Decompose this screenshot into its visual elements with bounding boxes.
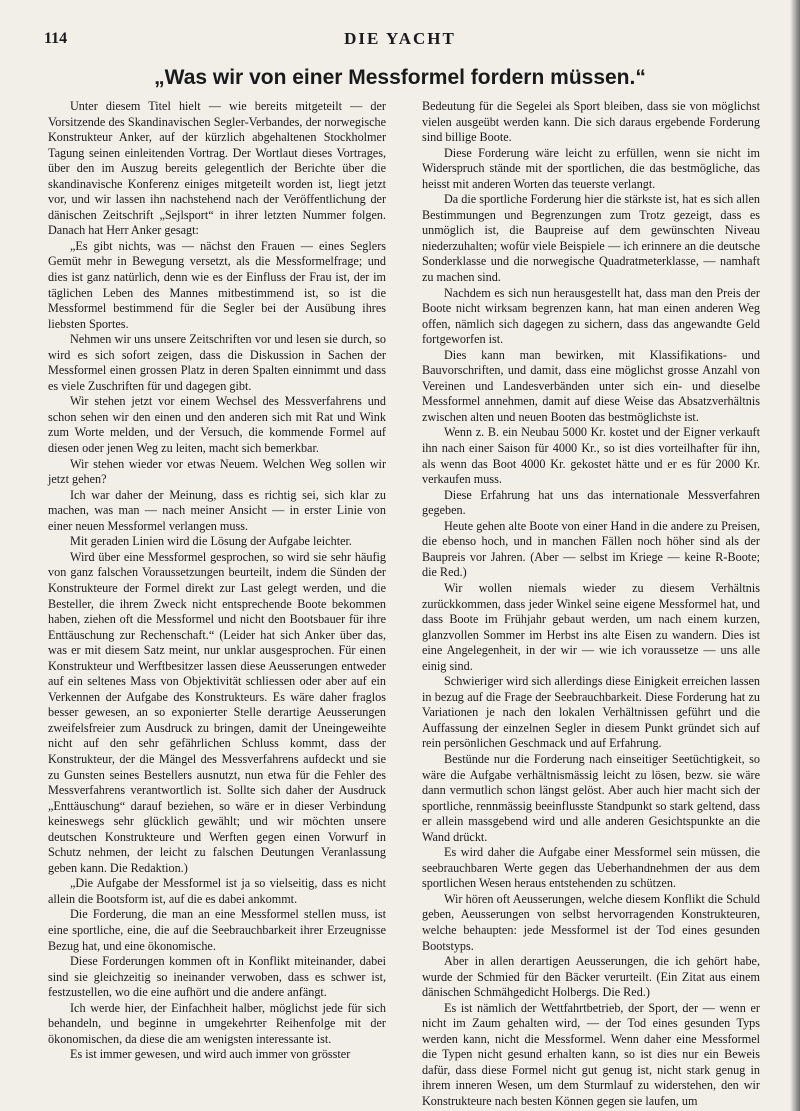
paragraph: Diese Erfahrung hat uns das internationale Messverfahren gegeben. — [422, 487, 760, 518]
paragraph: Die Forderung, die man an eine Messformel stellen muss, ist eine sportliche, eine, die auf die Seebrauchbarkeit ihrer Erzeugnisse Bezug hat, und eine ökonomische. — [48, 907, 386, 953]
paragraph: Nachdem es sich nun herausgestellt hat, dass man den Preis der Boote nicht wirksam begrenzen kann, hat man einen anderen Weg offen, nämlich sich dagegen zu sichern, dass das angewandte Geld fortgeworfen ist. — [422, 285, 760, 347]
paragraph: Wird über eine Messformel gesprochen, so wird sie sehr häufig von ganz falschen Voraussetzungen beurteilt, indem die Sünden der Konstrukteure der Formel direkt zur Last gelegt werden, und die Besteller, die ihrem Zweck nicht entsprechende Boote bekommen haben, ziehen oft die Messformel und nicht den Bootsbauer für ihre Enttäuschung zur Rechenschaft.“ (Leider hat sich Anker über das, was er mit diesem Satz meint, nur unklar ausgesprochen. Für einen Konstrukteur und Werftbesitzer lassen diese Aeusserungen entweder auf ein seltenes Mass von Objektivität schliessen oder aber auf ein Verkennen der Aufgabe des Konstrukteurs. Es wäre daher fraglos besser gewesen, an so exponierter Stelle derartige Aeusserungen zweifelsfreier zum Ausdruck zu bringen, damit der Uneingeweihte nicht auf den sehr gefährlichen Schluss kommt, dass der Konstrukteur, der die Mängel des Messverfahrens aufdeckt und sie zu Gunsten seines Bestellers ausnutzt, nun etwa für die Fehler des Messverfahrens verantwortlich ist. Sollte sich daher der Ausdruck „Enttäuschung“ darauf beziehen, so wäre er in dieser Verbindung keineswegs sehr glücklich gewählt; und wir möchten unsere deutschen Konstrukteure und Werften gegen einen Vorwurf in Schutz nehmen, der leicht zu falschen Deutungen Veranlassung geben kann. Die Redaktion.) — [48, 549, 386, 875]
page-edge-shadow — [790, 0, 800, 1111]
paragraph: Dies kann man bewirken, mit Klassifikations- und Bauvorschriften, und damit, dass eine möglichst grosse Anzahl von Vereinen und Landesverbänden unter sich ein- und dieselbe Messformel annehmen, damit auf diese Weise das Absatzverhältnis zwischen alten und neuen Booten das bestmöglichste ist. — [422, 347, 760, 424]
paragraph: Mit geraden Linien wird die Lösung der Aufgabe leichter. — [70, 534, 352, 549]
paragraph: Nehmen wir uns unsere Zeitschriften vor und lesen sie durch, so wird es sich sofort zeigen, dass die Diskussion in Sachen der Messformel einen grossen Platz in deren Spalten einnimmt und dass es viele Zuschriften für und dagegen gibt. — [48, 332, 386, 393]
paragraph: Bedeutung für die Segelei als Sport bleiben, dass sie von möglichst vielen ausgeübt werden kann. Die sich daraus ergebende Forderung sind billige Boote. — [422, 99, 760, 145]
paragraph: Es wird daher die Aufgabe einer Messformel sein müssen, die seebrauchbaren Werte gegen das Ueberhandnehmen der aus dem sportlichen Wesen heraus entstehenden zu schützen. — [422, 845, 760, 891]
paragraph: Diese Forderung wäre leicht zu erfüllen, wenn sie nicht im Widerspruch stände mit der sportlichen, die das bestmögliche, das heisst mit anderen Worten das teuerste verlangt. — [422, 145, 760, 191]
paragraph: Heute gehen alte Boote von einer Hand in die andere zu Preisen, die ebenso hoch, und in manchen Fällen noch höher sind als der Baupreis vor Jahren. (Aber — selbst im Kriege — keine R-Boote; die Red.) — [422, 518, 760, 580]
paragraph: Aber in allen derartigen Aeusserungen, die ich gehört habe, wurde der Schmied für den Bäcker verurteilt. (Ein Zitat aus einem dänischen Schmähgedicht Holbergs. Die Red.) — [422, 954, 760, 1000]
paragraph: „Die Aufgabe der Messformel ist ja so vielseitig, dass es nicht allein die Bootsform ist, auf die es dabei ankommt. — [48, 876, 386, 906]
paragraph: Wir stehen jetzt vor einem Wechsel des Messverfahrens und schon sehen wir den einen und den anderen sich mit Rat und Wink zum Worte melden, und der Versuch, die kommende Formel auf diesen oder jenen Weg zu leiten, macht sich bemerkbar. — [48, 394, 386, 456]
right-column — [422, 99, 760, 1108]
page-number: 114 — [44, 30, 68, 47]
paragraph: Es ist immer gewesen, und wird auch immer von grösster — [70, 1047, 351, 1062]
article-title: „Was wir von einer Messformel fordern müssen.“ — [154, 66, 646, 89]
running-head: DIE YACHT — [344, 29, 456, 48]
paragraph: Wir wollen niemals wieder zu diesem Verhältnis zurückkommen, dass jeder Winkel seine eigene Messformel hat, und dass Boote im Frühjahr gebaut werden, um nach einem kurzen, glanzvollen Sommer im Herbst ins alte Eisen zu wandern. Dies ist eine Angelegenheit, in der wir — wie ich voraussetze — uns alle einig sind. — [422, 580, 760, 673]
paragraph: Ich war daher der Meinung, dass es richtig sei, sich klar zu machen, was man — nach meiner Ansicht — in erster Linie von einer neuen Messformel verlangen muss. — [48, 487, 386, 533]
paragraph: Bestünde nur die Forderung nach einseitiger Seetüchtigkeit, so wäre die Aufgabe verhältnismässig leicht zu lösen, bezw. sie wäre dann vermutlich schon längst gelöst. Aber auch hier macht sich der sportliche, rennmässig beeinflusste Standpunkt so stark geltend, dass er allein massgebend wird und alle anderen Gesichtspunkte an die Wand drückt. — [422, 751, 760, 844]
paragraph: Wir stehen wieder vor etwas Neuem. Welchen Weg sollen wir jetzt gehen? — [48, 456, 386, 487]
paragraph: Ich werde hier, der Einfachheit halber, möglichst jede für sich behandeln, und beginne in umgekehrter Reihenfolge mit der ökonomischen, da diese die am wenigsten interessante ist. — [48, 1000, 386, 1046]
left-column — [48, 99, 386, 1089]
paragraph: Unter diesem Titel hielt — wie bereits mitgeteilt — der Vorsitzende des Skandinavischen Segler-Verbandes, der norwegische Konstrukteur Anker, auf der kürzlich abgehaltenen Stockholmer Tagung seinen einleitenden Vortrag. Der Wortlaut dieses Vortrages, über den im Auszug bereits gelegentlich der Berichte über die skandinavische Konferenz einiges mitgeteilt worden ist, liegt jetzt vor, und wir lassen ihn nachstehend nach der Veröffentlichung der dänischen Zeitschrift „Sejlsport“ in ihrer letzten Nummer folgen. Danach hat Herr Anker gesagt: — [48, 99, 386, 238]
paragraph: Wenn z. B. ein Neubau 5000 Kr. kostet und der Eigner verkauft ihn nach einer Saison für 4000 Kr., so ist dies vorteilhafter für ihn, als wenn das Boot 4000 Kr. gekostet hätte und er es für 2000 Kr. verkaufen muss. — [422, 425, 760, 487]
paragraph: Diese Forderungen kommen oft in Konflikt miteinander, dabei sind sie gleichzeitig so ineinander verwoben, dass es schwer ist, festzustellen, wo die eine aufhört und die andere anfängt. — [48, 954, 386, 1000]
paragraph: „Es gibt nichts, was — nächst den Frauen — eines Seglers Gemüt mehr in Bewegung versetzt, als die Messformelfrage; und dies ist ganz natürlich, denn wie es der Einfluss der Frau ist, der im täglichen Leben des Mannes mitbestimmend ist, so ist die Messformel bestimmend für die Segler bei der Ausübung ihres liebsten Sportes. — [48, 238, 386, 331]
paragraph: Schwieriger wird sich allerdings diese Einigkeit erreichen lassen in bezug auf die Frage der Seebrauchbarkeit. Diese Forderung hat zu Variationen je nach den lokalen Verhältnissen geführt und die Auffassung der einzelnen Segler in diesem Punkt gründet sich auf rein persönlichen Geschmack und auf Erfahrung. — [422, 674, 760, 751]
paragraph: Da die sportliche Forderung hier die stärkste ist, hat es sich allen Bestimmungen und Begrenzungen zum Trotz gezeigt, dass es unmöglich ist, die Baupreise auf dem gewünschten Niveau niederzuhalten; wofür viele Beispiele — ich erinnere an die deutsche Sonderklasse und die norwegische Quadratmeterklasse, — namhaft zu machen sind. — [422, 192, 760, 285]
paragraph: Es ist nämlich der Wettfahrtbetrieb, der Sport, der — wenn er nicht im Zaum gehalten wird, — der Tod eines gesunden Typs werden kann, nicht die Messformel. Wenn daher eine Messformel die Typen nicht gesund erhalten kann, so ist dies nur ein Beweis dafür, dass diese Formel nicht gut genug ist, nicht stark genug in ihrem inneren Wesen, um dem Sturmlauf zu widerstehen, den wir Konstrukteure nach besten Können gegen sie laufen, um — [422, 1000, 760, 1108]
paragraph: Wir hören oft Aeusserungen, welche diesem Konflikt die Schuld geben, Aeusserungen von selbst hervorragenden Konstrukteuren, welche behaupten: jede Messformel ist der Tod eines gesunden Bootstyps. — [422, 891, 760, 953]
